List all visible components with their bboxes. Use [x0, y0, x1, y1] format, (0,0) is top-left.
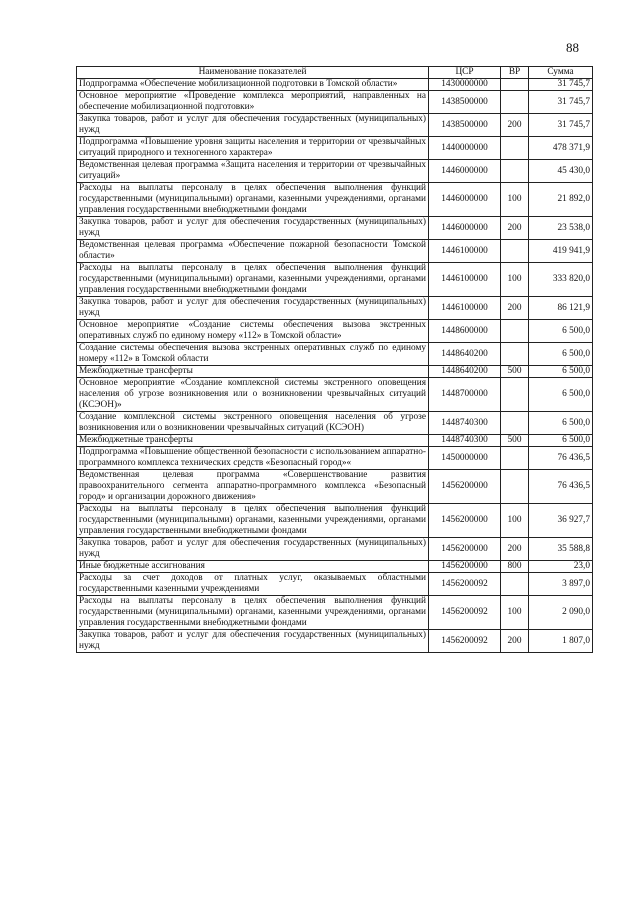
page-number: 88	[566, 40, 579, 55]
row-vr-cell: 100	[501, 183, 529, 217]
row-vr-cell	[501, 91, 529, 114]
table-row	[77, 596, 593, 630]
row-csr-cell: 1456200092	[429, 596, 501, 630]
row-vr-cell	[501, 573, 529, 596]
row-name-cell: Основное мероприятие «Создание комплексной системы экстренного оповещения населения об угрозе возникновения или о возникновении чрезвычайных ситуаций (КСЭОН)»	[77, 378, 429, 412]
row-csr-cell: 1456200092	[429, 573, 501, 596]
table-row	[77, 378, 593, 412]
table-row	[77, 217, 593, 240]
table-row	[77, 91, 593, 114]
row-name-cell: Межбюджетные трансферты	[77, 366, 429, 378]
row-sum-cell: 31 745,7	[529, 91, 593, 114]
row-csr-cell: 1440000000	[429, 137, 501, 160]
table-row	[77, 573, 593, 596]
row-sum-cell: 6 500,0	[529, 320, 593, 343]
row-sum-cell: 419 941,9	[529, 240, 593, 263]
row-name-cell: Ведомственная целевая программа «Совершенствование развития правоохранительного сегмента аппаратно-программного комплекса «Безопасный город» и организации дорожного движения»	[77, 470, 429, 504]
row-sum-cell: 31 745,7	[529, 114, 593, 137]
row-name-cell: Расходы на выплаты персоналу в целях обеспечения выполнения функций государственными (муниципальными) органами, казенными учреждениями, органами управления государственными внебюджетными фондами	[77, 183, 429, 217]
row-vr-cell	[501, 79, 529, 91]
table-row	[77, 183, 593, 217]
row-sum-cell: 35 588,8	[529, 538, 593, 561]
row-csr-cell: 1456200092	[429, 630, 501, 653]
table-row	[77, 470, 593, 504]
row-sum-cell: 23 538,0	[529, 217, 593, 240]
row-name-cell: Ведомственная целевая программа «Защита населения и территории от чрезвычайных ситуаций»	[77, 160, 429, 183]
row-name-cell: Закупка товаров, работ и услуг для обеспечения государственных (муниципальных) нужд	[77, 538, 429, 561]
row-sum-cell: 6 500,0	[529, 412, 593, 435]
row-vr-cell: 200	[501, 297, 529, 320]
row-csr-cell: 1446000000	[429, 217, 501, 240]
row-csr-cell: 1448640200	[429, 343, 501, 366]
table-row	[77, 79, 593, 91]
table-row	[77, 160, 593, 183]
column-header-sum: Сумма	[529, 67, 593, 79]
row-sum-cell: 23,0	[529, 561, 593, 573]
row-name-cell: Подпрограмма «Обеспечение мобилизационной подготовки в Томской области»	[77, 79, 429, 91]
row-sum-cell: 6 500,0	[529, 366, 593, 378]
row-vr-cell: 100	[501, 504, 529, 538]
row-vr-cell: 200	[501, 630, 529, 653]
table-row	[77, 630, 593, 653]
row-csr-cell: 1456200000	[429, 504, 501, 538]
row-sum-cell: 45 430,0	[529, 160, 593, 183]
row-vr-cell	[501, 240, 529, 263]
row-name-cell: Закупка товаров, работ и услуг для обеспечения государственных (муниципальных) нужд	[77, 630, 429, 653]
budget-table	[76, 66, 593, 653]
table-header-row	[77, 67, 593, 79]
row-vr-cell	[501, 343, 529, 366]
row-name-cell: Подпрограмма «Повышение общественной безопасности с использованием аппаратно-программного комплекса технических средств «Безопасный город»«	[77, 447, 429, 470]
row-sum-cell: 478 371,9	[529, 137, 593, 160]
table-row	[77, 240, 593, 263]
row-csr-cell: 1446000000	[429, 183, 501, 217]
row-sum-cell: 31 745,7	[529, 79, 593, 91]
row-sum-cell: 36 927,7	[529, 504, 593, 538]
row-sum-cell: 333 820,0	[529, 263, 593, 297]
column-header-vr: ВР	[501, 67, 529, 79]
row-csr-cell: 1446000000	[429, 160, 501, 183]
row-csr-cell: 1456200000	[429, 561, 501, 573]
row-name-cell: Закупка товаров, работ и услуг для обеспечения государственных (муниципальных) нужд	[77, 217, 429, 240]
table-row	[77, 538, 593, 561]
table-body	[77, 79, 593, 653]
table-row	[77, 561, 593, 573]
row-name-cell: Создание комплексной системы экстренного оповещения населения об угрозе возникновения или о возникновении чрезвычайных ситуаций (КСЭОН)	[77, 412, 429, 435]
row-name-cell: Создание системы обеспечения вызова экстренных оперативных служб по единому номеру «112» в Томской области	[77, 343, 429, 366]
column-header-name: Наименование показателей	[77, 67, 429, 79]
row-csr-cell: 1446100000	[429, 263, 501, 297]
table-row	[77, 504, 593, 538]
row-csr-cell: 1446100000	[429, 297, 501, 320]
table-row	[77, 435, 593, 447]
row-sum-cell: 1 807,0	[529, 630, 593, 653]
row-csr-cell: 1430000000	[429, 79, 501, 91]
row-name-cell: Межбюджетные трансферты	[77, 435, 429, 447]
row-sum-cell: 6 500,0	[529, 435, 593, 447]
row-vr-cell: 100	[501, 596, 529, 630]
row-csr-cell: 1448600000	[429, 320, 501, 343]
row-name-cell: Иные бюджетные ассигнования	[77, 561, 429, 573]
row-csr-cell: 1456200000	[429, 538, 501, 561]
table-row	[77, 263, 593, 297]
row-vr-cell	[501, 412, 529, 435]
column-header-csr: ЦСР	[429, 67, 501, 79]
row-name-cell: Расходы за счет доходов от платных услуг, оказываемых областными государственными казенными учреждениями	[77, 573, 429, 596]
table-row	[77, 366, 593, 378]
row-sum-cell: 2 090,0	[529, 596, 593, 630]
table-row	[77, 412, 593, 435]
row-name-cell: Основное мероприятие «Проведение комплекса мероприятий, направленных на обеспечение мобилизационной подготовки»	[77, 91, 429, 114]
row-vr-cell: 200	[501, 538, 529, 561]
row-vr-cell: 800	[501, 561, 529, 573]
row-sum-cell: 86 121,9	[529, 297, 593, 320]
row-vr-cell: 200	[501, 114, 529, 137]
row-name-cell: Расходы на выплаты персоналу в целях обеспечения выполнения функций государственными (муниципальными) органами, казенными учреждениями, органами управления государственными внебюджетными фондами	[77, 263, 429, 297]
table-row	[77, 320, 593, 343]
row-sum-cell: 6 500,0	[529, 378, 593, 412]
table-row	[77, 114, 593, 137]
row-sum-cell: 76 436,5	[529, 447, 593, 470]
table-row	[77, 447, 593, 470]
row-vr-cell: 100	[501, 263, 529, 297]
row-vr-cell: 200	[501, 217, 529, 240]
row-csr-cell: 1446100000	[429, 240, 501, 263]
row-vr-cell	[501, 137, 529, 160]
row-name-cell: Основное мероприятие «Создание системы обеспечения вызова экстренных оперативных служб по единому номеру «112» в Томской области»	[77, 320, 429, 343]
row-sum-cell: 76 436,5	[529, 470, 593, 504]
row-vr-cell	[501, 378, 529, 412]
row-vr-cell	[501, 320, 529, 343]
row-csr-cell: 1448640200	[429, 366, 501, 378]
row-sum-cell: 6 500,0	[529, 343, 593, 366]
row-name-cell: Закупка товаров, работ и услуг для обеспечения государственных (муниципальных) нужд	[77, 297, 429, 320]
row-csr-cell: 1456200000	[429, 470, 501, 504]
row-vr-cell	[501, 160, 529, 183]
row-name-cell: Расходы на выплаты персоналу в целях обеспечения выполнения функций государственными (муниципальными) органами, казенными учреждениями, органами управления государственными внебюджетными фондами	[77, 596, 429, 630]
row-vr-cell: 500	[501, 366, 529, 378]
row-sum-cell: 21 892,0	[529, 183, 593, 217]
row-csr-cell: 1438500000	[429, 114, 501, 137]
row-vr-cell	[501, 470, 529, 504]
table-row	[77, 137, 593, 160]
row-csr-cell: 1448740300	[429, 435, 501, 447]
row-csr-cell: 1448700000	[429, 378, 501, 412]
row-name-cell: Закупка товаров, работ и услуг для обеспечения государственных (муниципальных) нужд	[77, 114, 429, 137]
row-sum-cell: 3 897,0	[529, 573, 593, 596]
row-vr-cell	[501, 447, 529, 470]
row-name-cell: Ведомственная целевая программа «Обеспечение пожарной безопасности Томской области»	[77, 240, 429, 263]
row-vr-cell: 500	[501, 435, 529, 447]
row-csr-cell: 1438500000	[429, 91, 501, 114]
row-name-cell: Расходы на выплаты персоналу в целях обеспечения выполнения функций государственными (муниципальными) органами, казенными учреждениями, органами управления государственными внебюджетными фондами	[77, 504, 429, 538]
row-name-cell: Подпрограмма «Повышение уровня защиты населения и территории от чрезвычайных ситуаций природного и техногенного характера»	[77, 137, 429, 160]
table-row	[77, 343, 593, 366]
row-csr-cell: 1450000000	[429, 447, 501, 470]
table-row	[77, 297, 593, 320]
row-csr-cell: 1448740300	[429, 412, 501, 435]
